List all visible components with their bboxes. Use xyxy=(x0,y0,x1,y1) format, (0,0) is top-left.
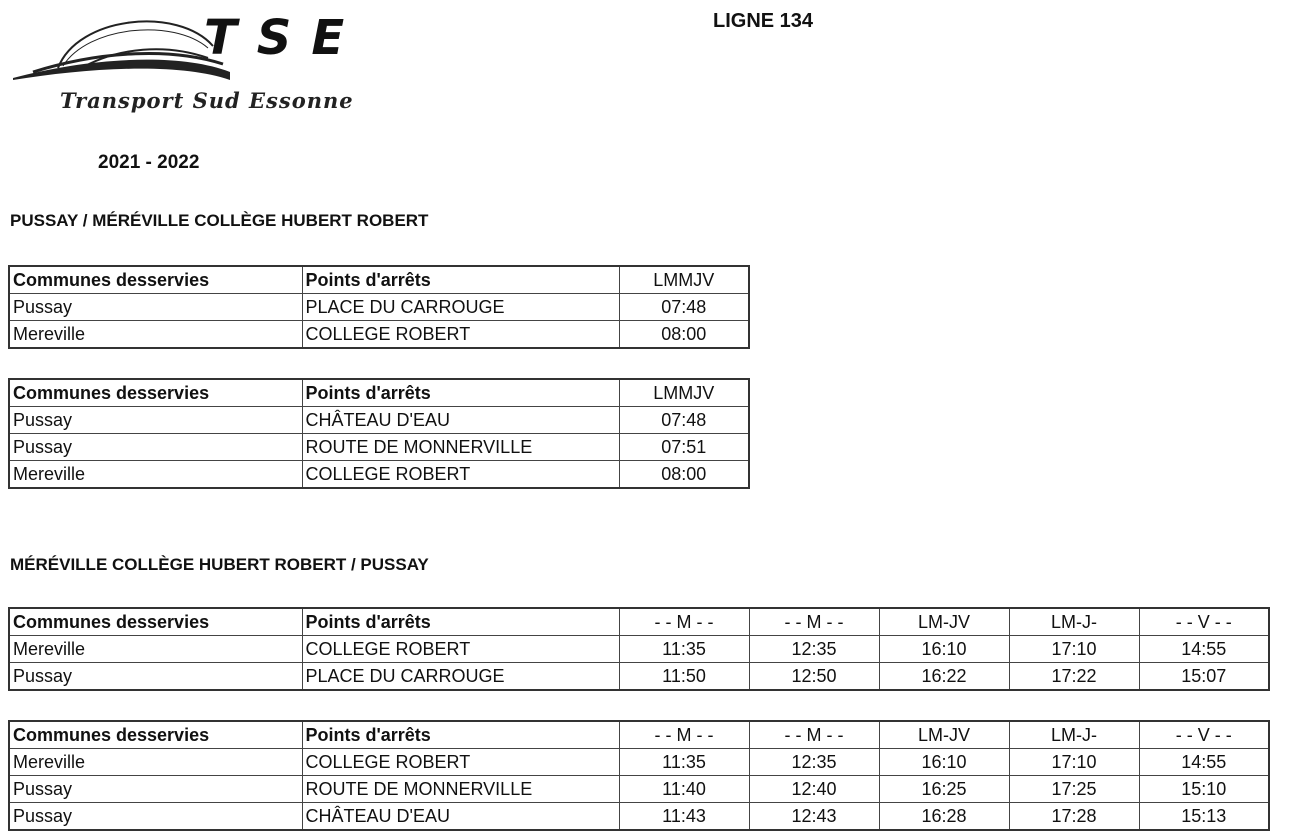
table-header-row xyxy=(9,721,1269,749)
table-row xyxy=(9,434,749,461)
commune-cell: Pussay xyxy=(9,294,302,321)
time-cell: 07:48 xyxy=(619,407,749,434)
stop-cell: PLACE DU CARROUGE xyxy=(302,663,619,691)
time-cell: 11:35 xyxy=(619,636,749,663)
table-row xyxy=(9,663,1269,691)
time-cell: 17:10 xyxy=(1009,749,1139,776)
column-header: - - M - - xyxy=(619,721,749,749)
column-header: Points d'arrêts xyxy=(302,379,619,407)
section-title-outbound: PUSSAY / MÉRÉVILLE COLLÈGE HUBERT ROBERT xyxy=(10,211,429,230)
stop-cell: COLLEGE ROBERT xyxy=(302,749,619,776)
time-cell: 12:43 xyxy=(749,803,879,831)
table-header-row xyxy=(9,608,1269,636)
stop-cell: PLACE DU CARROUGE xyxy=(302,294,619,321)
column-header: LM-J- xyxy=(1009,608,1139,636)
time-cell: 12:35 xyxy=(749,749,879,776)
table-row xyxy=(9,803,1269,831)
column-header: Points d'arrêts xyxy=(302,266,619,294)
stop-cell: CHÂTEAU D'EAU xyxy=(302,803,619,831)
column-header: LMMJV xyxy=(619,379,749,407)
column-header: Points d'arrêts xyxy=(302,721,619,749)
stop-cell: ROUTE DE MONNERVILLE xyxy=(302,776,619,803)
time-cell: 08:00 xyxy=(619,321,749,349)
column-header: - - M - - xyxy=(749,608,879,636)
schedule-table xyxy=(8,607,1270,691)
time-cell: 17:25 xyxy=(1009,776,1139,803)
time-cell: 17:10 xyxy=(1009,636,1139,663)
stop-cell: ROUTE DE MONNERVILLE xyxy=(302,434,619,461)
column-header: Communes desservies xyxy=(9,266,302,294)
time-cell: 11:35 xyxy=(619,749,749,776)
column-header: - - M - - xyxy=(619,608,749,636)
commune-cell: Pussay xyxy=(9,407,302,434)
column-header: Communes desservies xyxy=(9,379,302,407)
commune-cell: Mereville xyxy=(9,749,302,776)
table-row xyxy=(9,407,749,434)
table-header-row xyxy=(9,266,749,294)
commune-cell: Mereville xyxy=(9,461,302,489)
time-cell: 16:10 xyxy=(879,636,1009,663)
table-row xyxy=(9,636,1269,663)
schedule-table xyxy=(8,265,750,349)
table-row xyxy=(9,461,749,489)
time-cell: 12:40 xyxy=(749,776,879,803)
time-cell: 11:40 xyxy=(619,776,749,803)
column-header: Points d'arrêts xyxy=(302,608,619,636)
time-cell: 14:55 xyxy=(1139,636,1269,663)
column-header: LMMJV xyxy=(619,266,749,294)
time-cell: 17:28 xyxy=(1009,803,1139,831)
time-cell: 07:48 xyxy=(619,294,749,321)
column-header: Communes desservies xyxy=(9,721,302,749)
schedule-table xyxy=(8,720,1270,831)
column-header: LM-JV xyxy=(879,721,1009,749)
table-row xyxy=(9,321,749,349)
column-header: LM-J- xyxy=(1009,721,1139,749)
time-cell: 16:25 xyxy=(879,776,1009,803)
time-cell: 16:22 xyxy=(879,663,1009,691)
stop-cell: COLLEGE ROBERT xyxy=(302,636,619,663)
time-cell: 15:07 xyxy=(1139,663,1269,691)
time-cell: 15:10 xyxy=(1139,776,1269,803)
table-row xyxy=(9,776,1269,803)
commune-cell: Pussay xyxy=(9,434,302,461)
column-header: Communes desservies xyxy=(9,608,302,636)
commune-cell: Mereville xyxy=(9,321,302,349)
section-title-return: MÉRÉVILLE COLLÈGE HUBERT ROBERT / PUSSAY xyxy=(10,555,429,574)
line-title: LIGNE 134 xyxy=(713,10,814,32)
logo-subtitle: Transport Sud Essonne xyxy=(60,88,354,113)
table-header-row xyxy=(9,379,749,407)
school-year: 2021 - 2022 xyxy=(98,152,200,173)
commune-cell: Mereville xyxy=(9,636,302,663)
column-header: - - M - - xyxy=(749,721,879,749)
time-cell: 12:35 xyxy=(749,636,879,663)
time-cell: 08:00 xyxy=(619,461,749,489)
time-cell: 14:55 xyxy=(1139,749,1269,776)
time-cell: 17:22 xyxy=(1009,663,1139,691)
column-header: - - V - - xyxy=(1139,721,1269,749)
commune-cell: Pussay xyxy=(9,663,302,691)
time-cell: 07:51 xyxy=(619,434,749,461)
time-cell: 12:50 xyxy=(749,663,879,691)
time-cell: 16:10 xyxy=(879,749,1009,776)
commune-cell: Pussay xyxy=(9,803,302,831)
time-cell: 11:43 xyxy=(619,803,749,831)
table-row xyxy=(9,294,749,321)
time-cell: 16:28 xyxy=(879,803,1009,831)
time-cell: 15:13 xyxy=(1139,803,1269,831)
table-row xyxy=(9,749,1269,776)
time-cell: 11:50 xyxy=(619,663,749,691)
schedule-table xyxy=(8,378,750,489)
stop-cell: COLLEGE ROBERT xyxy=(302,321,619,349)
tse-logo xyxy=(8,6,365,118)
column-header: - - V - - xyxy=(1139,608,1269,636)
logo-tse-text: TSE xyxy=(204,10,365,66)
commune-cell: Pussay xyxy=(9,776,302,803)
stop-cell: COLLEGE ROBERT xyxy=(302,461,619,489)
column-header: LM-JV xyxy=(879,608,1009,636)
stop-cell: CHÂTEAU D'EAU xyxy=(302,407,619,434)
